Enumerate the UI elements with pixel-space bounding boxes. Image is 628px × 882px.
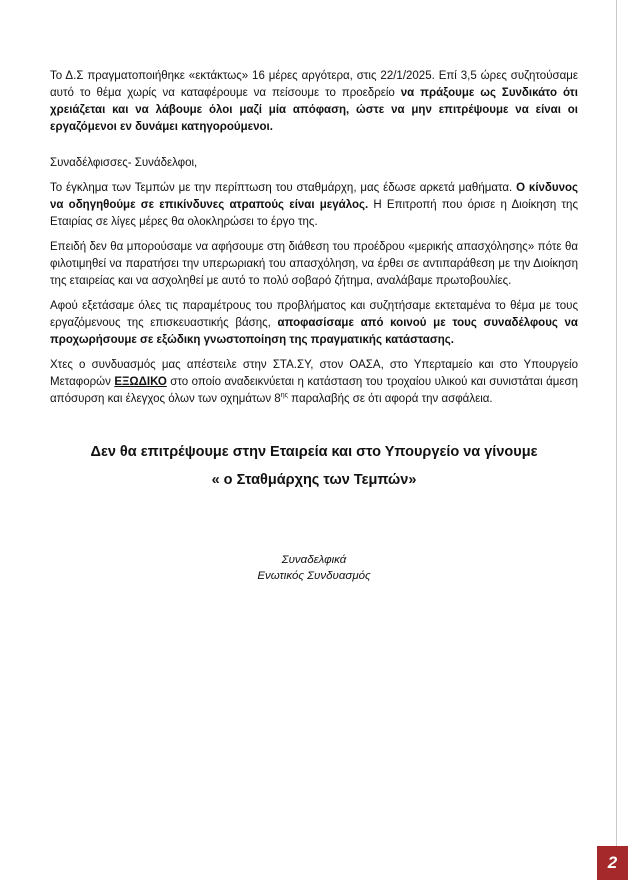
paragraph-bold-text: αποφασίσαμε από κοινού με τους συναδέλφους να προχωρήσουμε σε εξώδικη γνωστοποίηση της πραγματικής κατάστασης. bbox=[50, 317, 578, 346]
paragraph-board-meeting bbox=[50, 68, 578, 136]
signature-block bbox=[50, 552, 578, 584]
page-edge-rule bbox=[616, 0, 617, 846]
document-body bbox=[50, 68, 578, 584]
paragraph-text: παραλαβής σε ότι αφορά την ασφάλεια. bbox=[287, 393, 493, 405]
signature-organization: Ενωτικός Συνδυασμός bbox=[257, 570, 371, 582]
paragraph-text: Χτες ο συνδυασμός μας απέστειλε στην ΣΤΑ.ΣΥ, στον ΟΑΣΑ, στο Υπερταμείο και στο Υπουργείο Μεταφορών bbox=[50, 359, 578, 388]
paragraph-text: Η Επιτροπή που όρισε η Διοίκηση της Εταιρίας σε λίγες μέρες θα ολοκληρώσει το έργο της. bbox=[50, 199, 578, 228]
closing-line-2: « ο Σταθμάρχης των Τεμπών» bbox=[211, 472, 417, 488]
paragraph-bold-text: Ο κίνδυνος να οδηγηθούμε σε επικίνδυνες ατραπούς είναι μεγάλος. bbox=[50, 182, 578, 211]
closing-line-1: Δεν θα επιτρέψουμε στην Εταιρεία και στο Υπουργείο να γίνουμε bbox=[90, 444, 538, 460]
extrajudicial-keyword: ΕΞΩΔΙΚΟ bbox=[114, 376, 167, 388]
paragraph-initiatives: Επειδή δεν θα μπορούσαμε να αφήσουμε στη διάθεση του προέδρου «μερικής απασχόλησης» πότε θα φιλοτιμηθεί να παρατήσει την υπερωριακή του απασχόληση, να έρθει σε αντιπαράθεση με την Διοίκηση της εταιρείας και να ασχοληθεί με αυτό το πολύ σοβαρό ζήτημα, αναλάβαμε πρωτοβουλίες. bbox=[50, 241, 578, 287]
paragraph-bold-text: να πράξουμε ως Συνδικάτο ότι χρειάζεται και να λάβουμε όλοι μαζί μία απόφαση, ώστε να μην επιτρέψουμε να είναι οι εργαζόμενοι εν δυνάμει κατηγορούμενοι. bbox=[50, 87, 578, 133]
page-number-badge: 2 bbox=[597, 846, 628, 880]
signature-salutation: Συναδελφικά bbox=[281, 554, 347, 566]
paragraph-text: στο οποίο αναδεικνύεται η κατάσταση του τροχαίου υλικού και συνιστάται άμεση απόσυρση και έλεγχος όλων των οχημάτων 8 bbox=[50, 376, 578, 405]
paragraph-tempi-crime bbox=[50, 180, 578, 231]
closing-statement bbox=[50, 438, 578, 494]
paragraph-decision bbox=[50, 298, 578, 349]
paragraph-text: Το Δ.Σ πραγματοποιήθηκε «εκτάκτως» 16 μέρες αργότερα, στις 22/1/2025. Επί 3,5 ώρες συζητούσαμε αυτό το θέμα χωρίς να καταφέρουμε να πείσουμε το προεδρείο bbox=[50, 70, 578, 99]
paragraph-text: Αφού εξετάσαμε όλες τις παραμέτρους του προβλήματος και συζητήσαμε εκτεταμένα το θέμα με τους εργαζόμενους της επισκευαστικής βάσης, bbox=[50, 300, 578, 329]
paragraph-extrajudicial bbox=[50, 357, 578, 408]
ordinal-superscript: ης bbox=[280, 392, 288, 400]
greeting: Συναδέλφισσες- Συνάδελφοι, bbox=[50, 157, 198, 169]
paragraph-text: Το έγκλημα των Τεμπών με την περίπτωση του σταθμάρχη, μας έδωσε αρκετά μαθήματα. bbox=[50, 182, 517, 194]
